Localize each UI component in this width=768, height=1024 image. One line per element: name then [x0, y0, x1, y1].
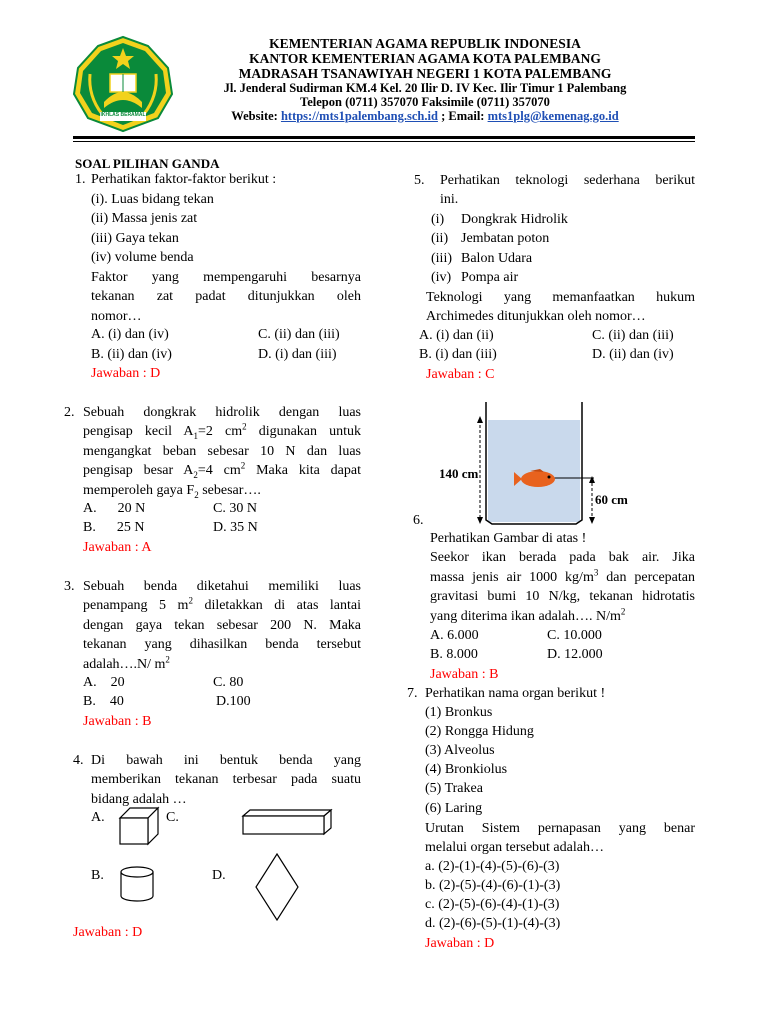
answer-key: Jawaban : D [73, 925, 143, 940]
option-a[interactable]: a. (2)-(1)-(4)-(5)-(6)-(3) [425, 859, 560, 874]
list-item: (6) Laring [425, 801, 483, 816]
depth-label-fish: 60 cm [595, 492, 628, 507]
header-divider [73, 136, 695, 139]
option-d[interactable]: D. [212, 868, 226, 883]
section-title: SOAL PILIHAN GANDA [75, 156, 220, 171]
option-d[interactable]: D. 12.000 [547, 647, 603, 662]
header-divider-thin [73, 141, 695, 142]
option-a[interactable]: A. 6.000 [430, 628, 479, 643]
list-item-number: (iv) [431, 270, 452, 285]
option-b[interactable]: B. (i) dan (iii) [419, 347, 497, 362]
question-stem-line: gravitasi bumi 10 N/kg, tekanan hidrotatis [430, 589, 695, 604]
question-stem-line: ini. [440, 192, 459, 207]
list-item-number: (iii) [431, 251, 452, 266]
question-stem-line: pengisap besar $A_2=4$ $cm^2$ Maka kita dapat [83, 460, 361, 480]
header-address: Jl. Jenderal Sudirman KM.4 Kel. 20 Ilir D. IV Kec. Ilir Timur 1 Palembang [223, 81, 627, 95]
option-c[interactable]: C. (ii) dan (iii) [592, 328, 674, 343]
option-c[interactable]: C. (ii) dan (iii) [258, 327, 340, 342]
option-b[interactable]: B. 8.000 [430, 647, 478, 662]
question-number: 6. [413, 513, 424, 528]
email-label: ; Email: [437, 109, 488, 123]
option-b[interactable]: B. 40 [83, 694, 124, 709]
option-d[interactable]: D. (i) dan (iii) [258, 347, 337, 362]
option-a[interactable]: A. [91, 810, 105, 825]
logo-motto: IKHLAS BERAMAL [100, 112, 146, 118]
option-a[interactable]: A. (i) dan (iv) [91, 327, 169, 342]
fish-icon [514, 468, 560, 490]
question-stem-line: Teknologi yang memanfaatkan hukum [426, 290, 695, 305]
diamond-shape-icon [254, 852, 300, 922]
option-d[interactable]: D. (ii) dan (iv) [592, 347, 674, 362]
question-stem-line: massa jenis air 1000 $kg/m^3$ dan percepatan [430, 567, 695, 585]
answer-key: Jawaban : B [430, 667, 499, 682]
question-number: 4. [73, 753, 84, 768]
option-c[interactable]: C. 30 N [213, 501, 257, 516]
question-number: 2. [64, 405, 75, 420]
question-stem-line: Sebuah dongkrak hidrolik dengan luas [83, 405, 361, 420]
question-number: 3. [64, 579, 75, 594]
option-c[interactable]: C. 10.000 [547, 628, 602, 643]
list-item-number: (i) [431, 212, 445, 227]
question-stem-line: adalah….N/ $m^2$ [83, 654, 170, 672]
website-link[interactable]: https://mts1palembang.sch.id [280, 109, 438, 123]
question-stem-line: Urutan Sistem pernapasan yang benar [425, 821, 695, 836]
question-stem-line: Sebuah benda diketahui memiliki luas [83, 579, 361, 594]
question-stem-line: Di bawah ini bentuk benda yang [91, 753, 361, 768]
option-a[interactable]: A. 20 [83, 675, 125, 690]
question-prompt: Perhatikan nama organ berikut ! [425, 686, 606, 701]
question-stem-line: Archimedes ditunjukkan oleh nomor… [426, 309, 646, 324]
cube-shape-icon [118, 806, 162, 846]
question-stem-line: pengisap kecil $A_1=2$ $cm^2$ digunakan untuk [83, 421, 361, 441]
email-link[interactable]: mts1plg@kemenag.go.id [487, 109, 619, 123]
question-stem-line: yang diterima ikan adalah…. $N/m^2$ [430, 606, 626, 624]
option-d[interactable]: d. (2)-(6)-(5)-(1)-(4)-(3) [425, 916, 561, 931]
header-phone: Telepon (0711) 357070 Faksimile (0711) 357070 [300, 95, 550, 109]
list-item: (iv) volume benda [91, 250, 194, 265]
list-item: (4) Bronkiolus [425, 762, 508, 777]
cylinder-shape-icon [117, 864, 157, 904]
question-stem-line: nomor… [91, 309, 142, 324]
option-c[interactable]: c. (2)-(5)-(6)-(4)-(1)-(3) [425, 897, 560, 912]
list-item: (ii) Massa jenis zat [91, 211, 198, 226]
list-item: Jembatan poton [461, 231, 550, 246]
option-d[interactable]: D. 35 N [213, 520, 258, 535]
list-item: Pompa air [461, 270, 519, 285]
option-b[interactable]: B. [91, 868, 104, 883]
list-item: (iii) Gaya tekan [91, 231, 179, 246]
answer-key: Jawaban : D [425, 936, 495, 951]
option-c[interactable]: C. 80 [213, 675, 244, 690]
header-school: MADRASAH TSANAWIYAH NEGERI 1 KOTA PALEMBANG [238, 66, 612, 81]
kemenag-logo-icon [70, 34, 176, 134]
question-stem-line: dengan gaya tekan sebesar 200 N. Maka [83, 618, 361, 633]
list-item: Balon Udara [461, 251, 533, 266]
flat-block-shape-icon [241, 808, 333, 836]
question-stem-line: tekanan yang dihasilkan benda tersebut [83, 637, 361, 652]
header-ministry: KEMENTERIAN AGAMA REPUBLIK INDONESIA [269, 36, 581, 51]
list-item: (2) Rongga Hidung [425, 724, 534, 739]
list-item: (i). Luas bidang tekan [91, 192, 214, 207]
list-item: (3) Alveolus [425, 743, 495, 758]
answer-key: Jawaban : A [83, 540, 152, 555]
list-item-number: (ii) [431, 231, 449, 246]
question-stem-line: tekanan zat padat ditunjukkan oleh [91, 289, 361, 304]
answer-key: Jawaban : C [426, 367, 495, 382]
question-stem-line: bidang adalah … [91, 792, 187, 807]
option-d[interactable]: D.100 [216, 694, 251, 709]
question-number: 1. [75, 172, 86, 187]
water-tank-figure [430, 398, 610, 528]
option-b[interactable]: B. 25 N [83, 520, 145, 535]
answer-key: Jawaban : D [91, 366, 161, 381]
question-stem-line: Faktor yang mempengaruhi besarnya [91, 270, 361, 285]
question-prompt: Perhatikan faktor-faktor berikut : [91, 172, 277, 187]
list-item: Dongkrak Hidrolik [461, 212, 568, 227]
list-item: (1) Bronkus [425, 705, 493, 720]
question-stem-line: Perhatikan Gambar di atas ! [430, 531, 587, 546]
option-c[interactable]: C. [166, 810, 179, 825]
depth-label-total: 140 cm [439, 466, 479, 481]
question-stem-line: memberikan tekanan terbesar pada suatu [91, 772, 361, 787]
question-number: 7. [407, 686, 418, 701]
website-label: Website: [231, 109, 281, 123]
question-stem-line: melalui organ tersebut adalah… [425, 840, 604, 855]
question-stem-line: penampang 5 $m^2$ diletakkan di atas lantai [83, 595, 362, 613]
question-stem-line: mengangkat beban sebesar 10 N dan luas [83, 444, 361, 459]
question-number: 5. [414, 173, 425, 188]
question-stem-line: memperoleh gaya $F_2$ sebesar…. [83, 483, 261, 500]
option-a[interactable]: A. (i) dan (ii) [419, 328, 494, 343]
list-item: (5) Trakea [425, 781, 483, 796]
header-contact [190, 109, 660, 124]
question-stem-line: Seekor ikan berada pada bak air. Jika [430, 550, 695, 565]
option-b[interactable]: B. (ii) dan (iv) [91, 347, 172, 362]
header-office: KANTOR KEMENTERIAN AGAMA KOTA PALEMBANG [249, 51, 601, 66]
option-b[interactable]: b. (2)-(5)-(4)-(6)-(1)-(3) [425, 878, 561, 893]
option-a[interactable]: A. 20 N [83, 501, 146, 516]
answer-key: Jawaban : B [83, 714, 152, 729]
question-stem-line: Perhatikan teknologi sederhana berikut [440, 173, 695, 188]
